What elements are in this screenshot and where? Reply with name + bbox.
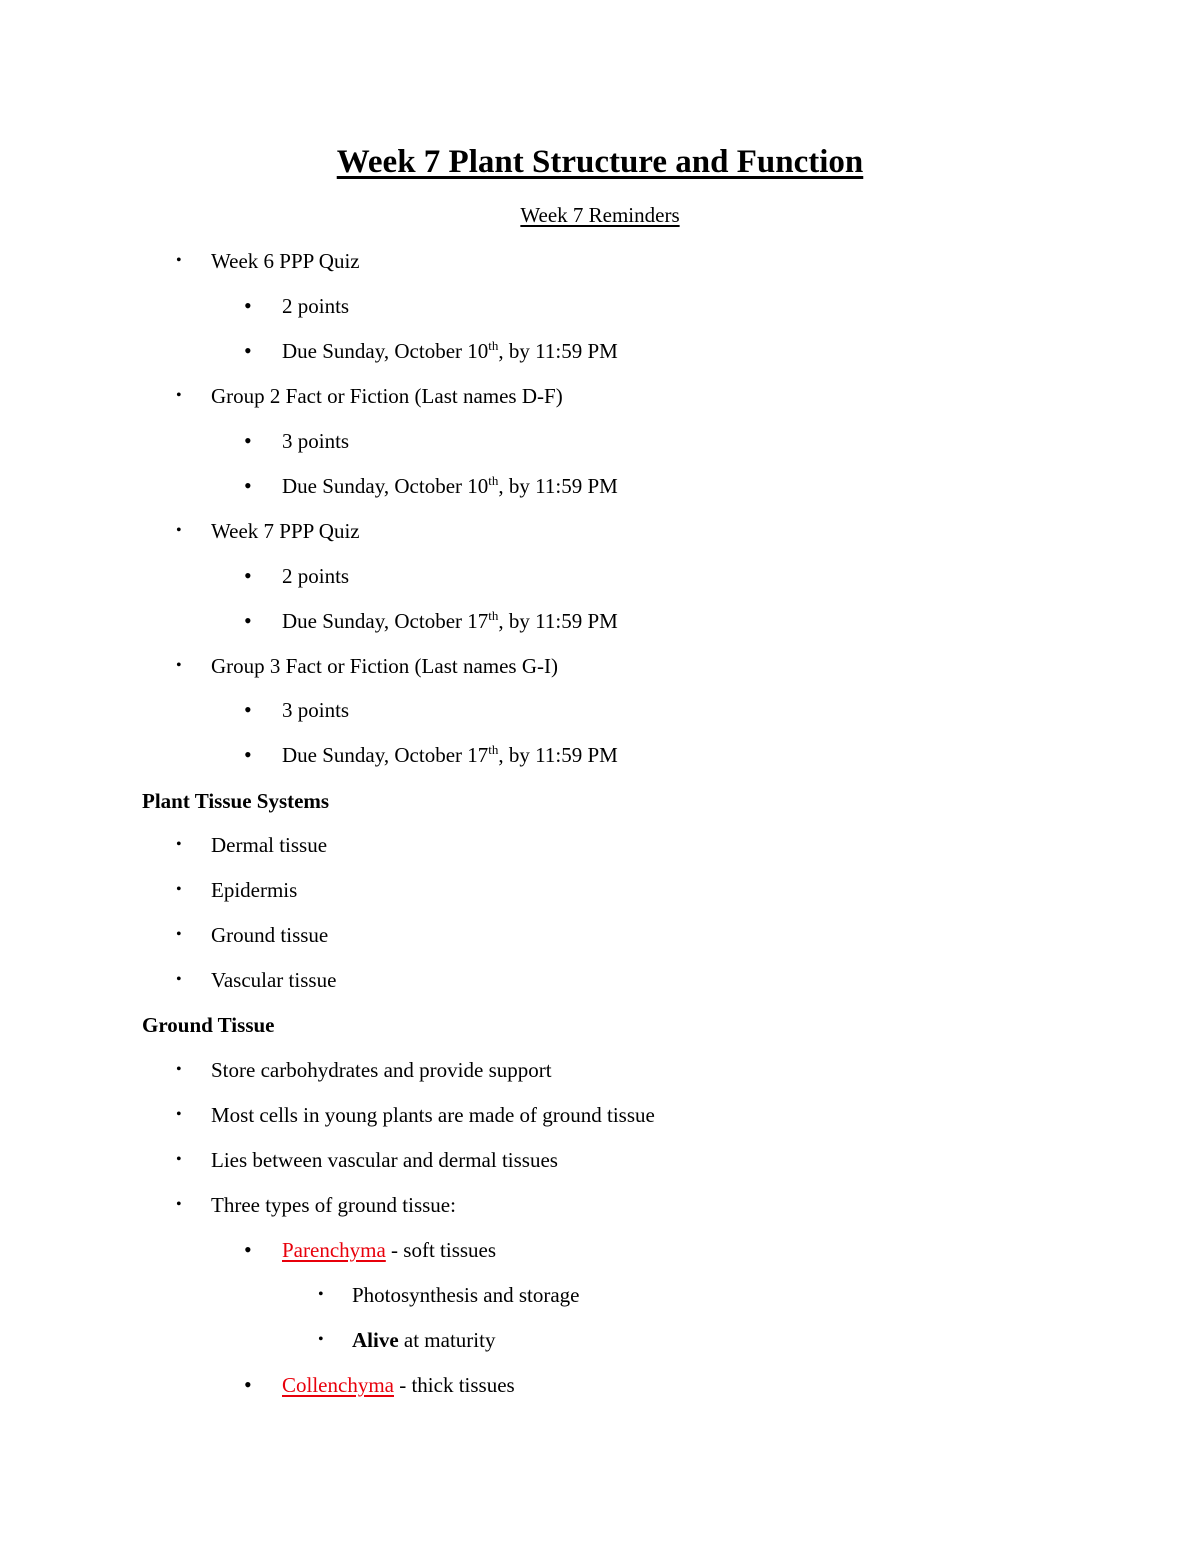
bullet-icon: • xyxy=(176,657,182,674)
bullet-icon: • xyxy=(244,428,252,453)
bullet-icon: • xyxy=(176,1061,182,1078)
reminder-due: Due Sunday, October 17th, by 11:59 PM xyxy=(282,742,618,767)
bullet-icon: • xyxy=(244,697,252,722)
reminder-due: Due Sunday, October 10th, by 11:59 PM xyxy=(282,338,618,363)
bullet-icon: • xyxy=(176,522,182,539)
bullet-icon: • xyxy=(176,252,182,269)
reminder-due: Due Sunday, October 10th, by 11:59 PM xyxy=(282,473,618,498)
parenchyma-link[interactable]: Parenchyma xyxy=(282,1238,386,1262)
reminder-label: Week 6 PPP Quiz xyxy=(211,249,360,273)
page-title: Week 7 Plant Structure and Function xyxy=(336,144,864,180)
bullet-icon: • xyxy=(244,563,252,588)
bullet-icon: • xyxy=(176,1106,182,1123)
reminder-points: 2 points xyxy=(282,294,350,318)
bullet-icon: • xyxy=(244,293,252,318)
reminder-points: 3 points xyxy=(282,698,350,722)
bullet-icon: • xyxy=(244,1372,252,1397)
bullet-icon: • xyxy=(176,836,182,853)
bullet-icon: • xyxy=(176,926,182,943)
bullet-icon: • xyxy=(176,1151,182,1168)
bullet-icon: • xyxy=(244,1237,252,1262)
reminders-heading: Week 7 Reminders xyxy=(520,203,680,227)
collenchyma-link[interactable]: Collenchyma xyxy=(282,1373,394,1397)
reminder-label: Group 2 Fact or Fiction (Last names D-F) xyxy=(211,384,563,408)
bullet-icon: • xyxy=(176,387,182,404)
bullet-icon: • xyxy=(244,608,252,633)
tissue-systems-heading: Plant Tissue Systems xyxy=(142,789,330,813)
reminder-points: 2 points xyxy=(282,564,350,588)
reminder-label: Week 7 PPP Quiz xyxy=(211,519,360,543)
reminder-label: Group 3 Fact or Fiction (Last names G-I) xyxy=(211,654,559,678)
document-page: Week 7 Plant Structure and Function Week 7 Reminders • Week 6 PPP Quiz • 2 points • Due Sunday, October 10th, by 11:59 PM • Group 2 Fact or Fiction (Last names D-F) • 3 points • Due Sunday, October 10th, by 11:59 PM • Week 7 PPP Quiz • 2 points • Due Sunday, October 17th, by 11:59 PM • Group 3 Fact or Fiction (Last names G-I) • 3 points • Due Sunday, October 17th, by 11:59 PM Plant Tissue Systems • Dermal tissue • Epidermis • Ground tissue • Vascular tissue Ground Tissue • Store carbohydrates and provide support • Most cells in young plants are made of ground tissue • Lies between vascular and dermal tissues • Three types of ground tissue: • Parenchyma - soft tissues • Photosynthesis and storage • Alive at maturity • Collenchyma - thick tissues xyxy=(0,0,1200,1553)
ground-tissue-heading: Ground Tissue xyxy=(142,1013,275,1037)
bullet-icon: • xyxy=(318,1286,324,1303)
bullet-icon: • xyxy=(176,971,182,988)
bullet-icon: • xyxy=(244,473,252,498)
bullet-icon: • xyxy=(176,881,182,898)
bullet-icon: • xyxy=(244,742,252,767)
reminder-points: 3 points xyxy=(282,429,350,453)
reminder-due: Due Sunday, October 17th, by 11:59 PM xyxy=(282,608,618,633)
bullet-icon: • xyxy=(318,1331,324,1348)
bullet-icon: • xyxy=(244,338,252,363)
bullet-icon: • xyxy=(176,1196,182,1213)
